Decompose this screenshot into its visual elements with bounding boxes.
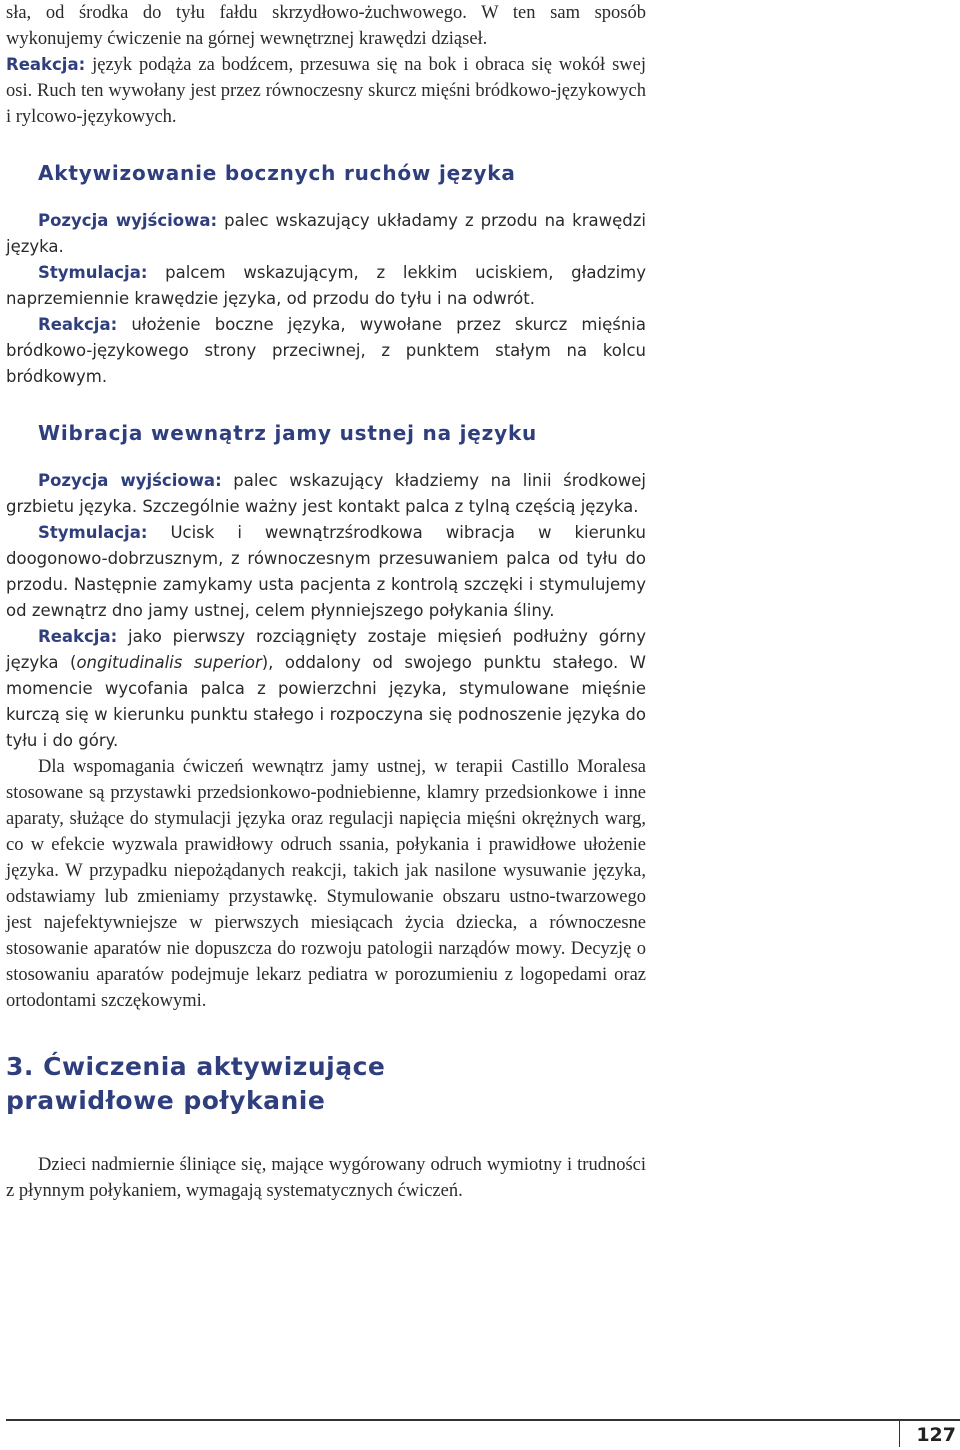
reaction-paragraph: [6, 312, 646, 390]
starting-position-paragraph: [6, 208, 646, 260]
stimulation-label: Stymulacja:: [38, 263, 148, 282]
chapter-title-line2: prawidłowe połykanie: [6, 1086, 326, 1115]
reaction-label: Reakcja:: [38, 315, 118, 334]
paragraph-continuation: sła, od środka do tyłu fałdu skrzydłowo-żuchwowego. W ten sam sposób wykonujemy ćwiczenie na górnej wewnętrznej krawędzi dziąseł.: [6, 3, 646, 49]
reaction-text-pre: jako pierwszy rozciągnięty zostaje mięsień podłużny górny języka (: [6, 627, 646, 672]
stimulation-paragraph: [6, 260, 646, 312]
reaction-text: ułożenie boczne języka, wywołane przez skurcz mięśnia bródkowo-językowego strony przeciwnej, z punktem stałym na kolcu bródkowym.: [6, 315, 646, 386]
paragraph-reaction: [6, 52, 646, 130]
section-heading-lateral-movements: Aktywizowanie bocznych ruchów języka: [38, 161, 516, 185]
footer-rule: [6, 1419, 960, 1421]
reaction-text-latin: ongitudinalis superior: [76, 653, 262, 672]
stimulation-label: Stymulacja:: [38, 523, 148, 542]
reaction-text: język podąża za bodźcem, przesuwa się na bok i obraca się wokół swej osi. Ruch ten wywołany jest przez równoczesny skurcz mięśni bródkowo-językowych i rylcowo-językowych.: [6, 55, 646, 127]
reaction-text-post: ), oddalony od swojego punktu stałego. W momencie wycofania palca z powierzchni języka, stymulowane mięśnie kurczą się w kierunku punktu stałego i rozpoczyna się podnoszenie języka do tyłu i do góry.: [6, 653, 646, 750]
starting-position-label: Pozycja wyjściowa:: [38, 471, 222, 490]
chapter-title: [6, 1050, 646, 1118]
reaction-paragraph: [6, 624, 646, 754]
body-paragraph: Dla wspomagania ćwiczeń wewnątrz jamy ustnej, w terapii Castillo Moralesa stosowane są przystawki przedsionkowo-podniebienne, klamry przedsionkowe i inne aparaty, służące do stymulacji języka oraz regulacji napięcia mięśni okrężnych warg, co w efekcie wyzwala prawidłowy odruch ssania, połykania i prawidłowe ułożenie języka. W przypadku niepożądanych reakcji, takich jak nasilone wysuwanie języka, odstawiamy lub zmieniamy przystawkę. Stymulowanie obszaru ustno-twarzowego jest najefektywniejsze w pierwszych miesiącach życia dziecka, a równoczesne stosowanie aparatów nie dopuszcza do rozwoju patologii narządów mowy. Decyzję o stosowaniu aparatów podejmuje lekarz pediatra w porozumieniu z logopedami oraz ortodontami szczękowymi.: [6, 757, 646, 1011]
chapter-intro-paragraph: Dzieci nadmiernie śliniące się, mające wygórowany odruch wymiotny i trudności z płynnym połykaniem, wymagają systematycznych ćwiczeń.: [6, 1155, 646, 1201]
stimulation-paragraph: [6, 520, 646, 624]
stimulation-text: palcem wskazującym, z lekkim uciskiem, gładzimy naprzemiennie krawędzie języka, od przodu do tyłu i na odwrót.: [6, 263, 646, 308]
chapter-title-line1: 3. Ćwiczenia aktywizujące: [6, 1052, 386, 1081]
stimulation-text: Ucisk i wewnątrzśrodkowa wibracja w kierunku doogonowo-dobrzusznym, z równoczesnym przesuwaniem palca od tyłu do przodu. Następnie zamykamy usta pacjenta z kontrolą szczęki i stymulujemy od zewnątrz dno jamy ustnej, celem płynniejszego połykania śliny.: [6, 523, 646, 620]
starting-position-text: palec wskazujący kładziemy na linii środkowej grzbietu języka. Szczególnie ważny jest kontakt palca z tylną częścią języka.: [6, 471, 646, 516]
starting-position-paragraph: [6, 468, 646, 520]
reaction-label: Reakcja:: [6, 55, 86, 74]
reaction-label: Reakcja:: [38, 627, 118, 646]
page-number: 127: [899, 1420, 956, 1447]
section-heading-vibration: Wibracja wewnątrz jamy ustnej na języku: [38, 421, 538, 445]
starting-position-label: Pozycja wyjściowa:: [38, 211, 218, 230]
document-page: [6, 0, 646, 1204]
starting-position-text: palec wskazujący układamy z przodu na krawędzi języka.: [6, 211, 646, 256]
